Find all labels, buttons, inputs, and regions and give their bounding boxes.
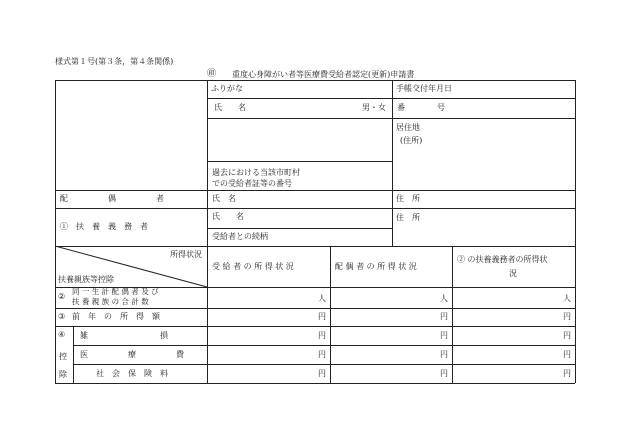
social-insurance-unit-col1: 円 bbox=[318, 369, 326, 378]
row2-unit-col1: 人 bbox=[318, 294, 326, 303]
deduction-char-1: 控 bbox=[59, 352, 67, 361]
line-h-12 bbox=[73, 364, 575, 365]
misc-loss-unit-col1: 円 bbox=[318, 331, 326, 340]
row3-unit-col2: 円 bbox=[440, 312, 448, 321]
deduction-row-misc-loss: 雑 損 bbox=[80, 331, 168, 340]
social-insurance-unit-col3: 円 bbox=[563, 369, 571, 378]
line-h-4 bbox=[55, 190, 575, 191]
line-v-number-box bbox=[392, 98, 393, 118]
deduction-number: ④ bbox=[58, 330, 66, 339]
dependent-relation-label: 受給者との続柄 bbox=[212, 232, 268, 241]
line-v-col2 bbox=[330, 246, 331, 383]
deduction-char-2: 除 bbox=[59, 370, 67, 379]
line-v-right bbox=[575, 80, 576, 383]
line-h-top bbox=[55, 80, 575, 81]
corner-dependent-deduction: 扶養親族等控除 bbox=[58, 275, 114, 284]
medical-unit-col1: 円 bbox=[318, 350, 326, 359]
dependent-name-label: 氏 名 bbox=[212, 212, 244, 221]
row3-unit-col3: 円 bbox=[563, 312, 571, 321]
title-circle-mark: ㊞ bbox=[207, 69, 217, 79]
address-label: 居住地 bbox=[396, 123, 420, 132]
col-dependent-income-1: ② の扶養義務者の所得状 bbox=[457, 255, 548, 264]
address-sub-label: (住所) bbox=[400, 136, 423, 145]
spouse-name-label: 氏 名 bbox=[212, 194, 236, 203]
social-insurance-unit-col2: 円 bbox=[440, 369, 448, 378]
line-h-bottom bbox=[55, 383, 575, 384]
line-h-5 bbox=[55, 208, 575, 209]
line-v-left bbox=[55, 80, 56, 383]
medical-unit-col2: 円 bbox=[440, 350, 448, 359]
row2-label-1: 同 一 生 計 配 偶 者 及 び bbox=[72, 287, 159, 296]
col-dependent-income-2: 況 bbox=[509, 269, 517, 278]
line-h-10 bbox=[55, 326, 575, 327]
col-spouse-income: 配 偶 者 の 所 得 状 況 bbox=[335, 262, 417, 271]
line-h-9 bbox=[55, 308, 575, 309]
misc-loss-unit-col2: 円 bbox=[440, 331, 448, 340]
deduction-row-social-insurance: 社 会 保 険 料 bbox=[96, 369, 168, 378]
spouse-label: 配 偶 者 bbox=[60, 194, 164, 203]
dependent-label: ① 扶 養 義 務 者 bbox=[60, 222, 148, 231]
line-h-6 bbox=[207, 228, 392, 229]
line-v-col3 bbox=[452, 246, 453, 383]
deduction-row-medical: 医 療 費 bbox=[80, 350, 184, 359]
misc-loss-unit-col3: 円 bbox=[563, 331, 571, 340]
row2-unit-col3: 人 bbox=[563, 294, 571, 303]
spouse-address-label: 住 所 bbox=[396, 194, 420, 203]
row2-unit-col2: 人 bbox=[440, 294, 448, 303]
furigana-label: ふりがな bbox=[211, 84, 243, 93]
number-label: 番 号 bbox=[397, 103, 445, 112]
notebook-date-label: 手帳交付年月日 bbox=[396, 84, 452, 93]
form-reference: 様式第１号(第３条，第４条関係) bbox=[55, 57, 174, 66]
line-h-1 bbox=[207, 98, 575, 99]
line-h-11 bbox=[73, 345, 575, 346]
past-cert-label-1: 過去における当該市町村 bbox=[212, 168, 300, 177]
row3-unit-col1: 円 bbox=[318, 312, 326, 321]
name-label: 氏 名 bbox=[214, 103, 246, 112]
form-title: 重度心身障がい者等医療費受給者認定(更新)申請書 bbox=[232, 70, 415, 79]
row3-label: 前 年 の 所 得 額 bbox=[72, 312, 160, 321]
col-recipient-income: 受 給 者 の 所 得 状 況 bbox=[212, 262, 294, 271]
corner-income-status: 所得状況 bbox=[170, 250, 202, 259]
medical-unit-col3: 円 bbox=[563, 350, 571, 359]
past-cert-label-2: での受給者証等の番号 bbox=[212, 179, 292, 188]
dependent-address-label: 住 所 bbox=[396, 213, 420, 222]
row2-label-2: 扶 養 親 族 の 合 計 数 bbox=[72, 297, 149, 306]
line-h-2 bbox=[207, 118, 575, 119]
line-v-label-divider bbox=[207, 80, 208, 383]
row3-number: ③ bbox=[58, 312, 66, 321]
sex-label: 男・女 bbox=[362, 103, 386, 112]
line-v-deduction bbox=[73, 326, 74, 383]
line-h-3 bbox=[207, 161, 392, 162]
row2-number: ② bbox=[58, 292, 66, 301]
